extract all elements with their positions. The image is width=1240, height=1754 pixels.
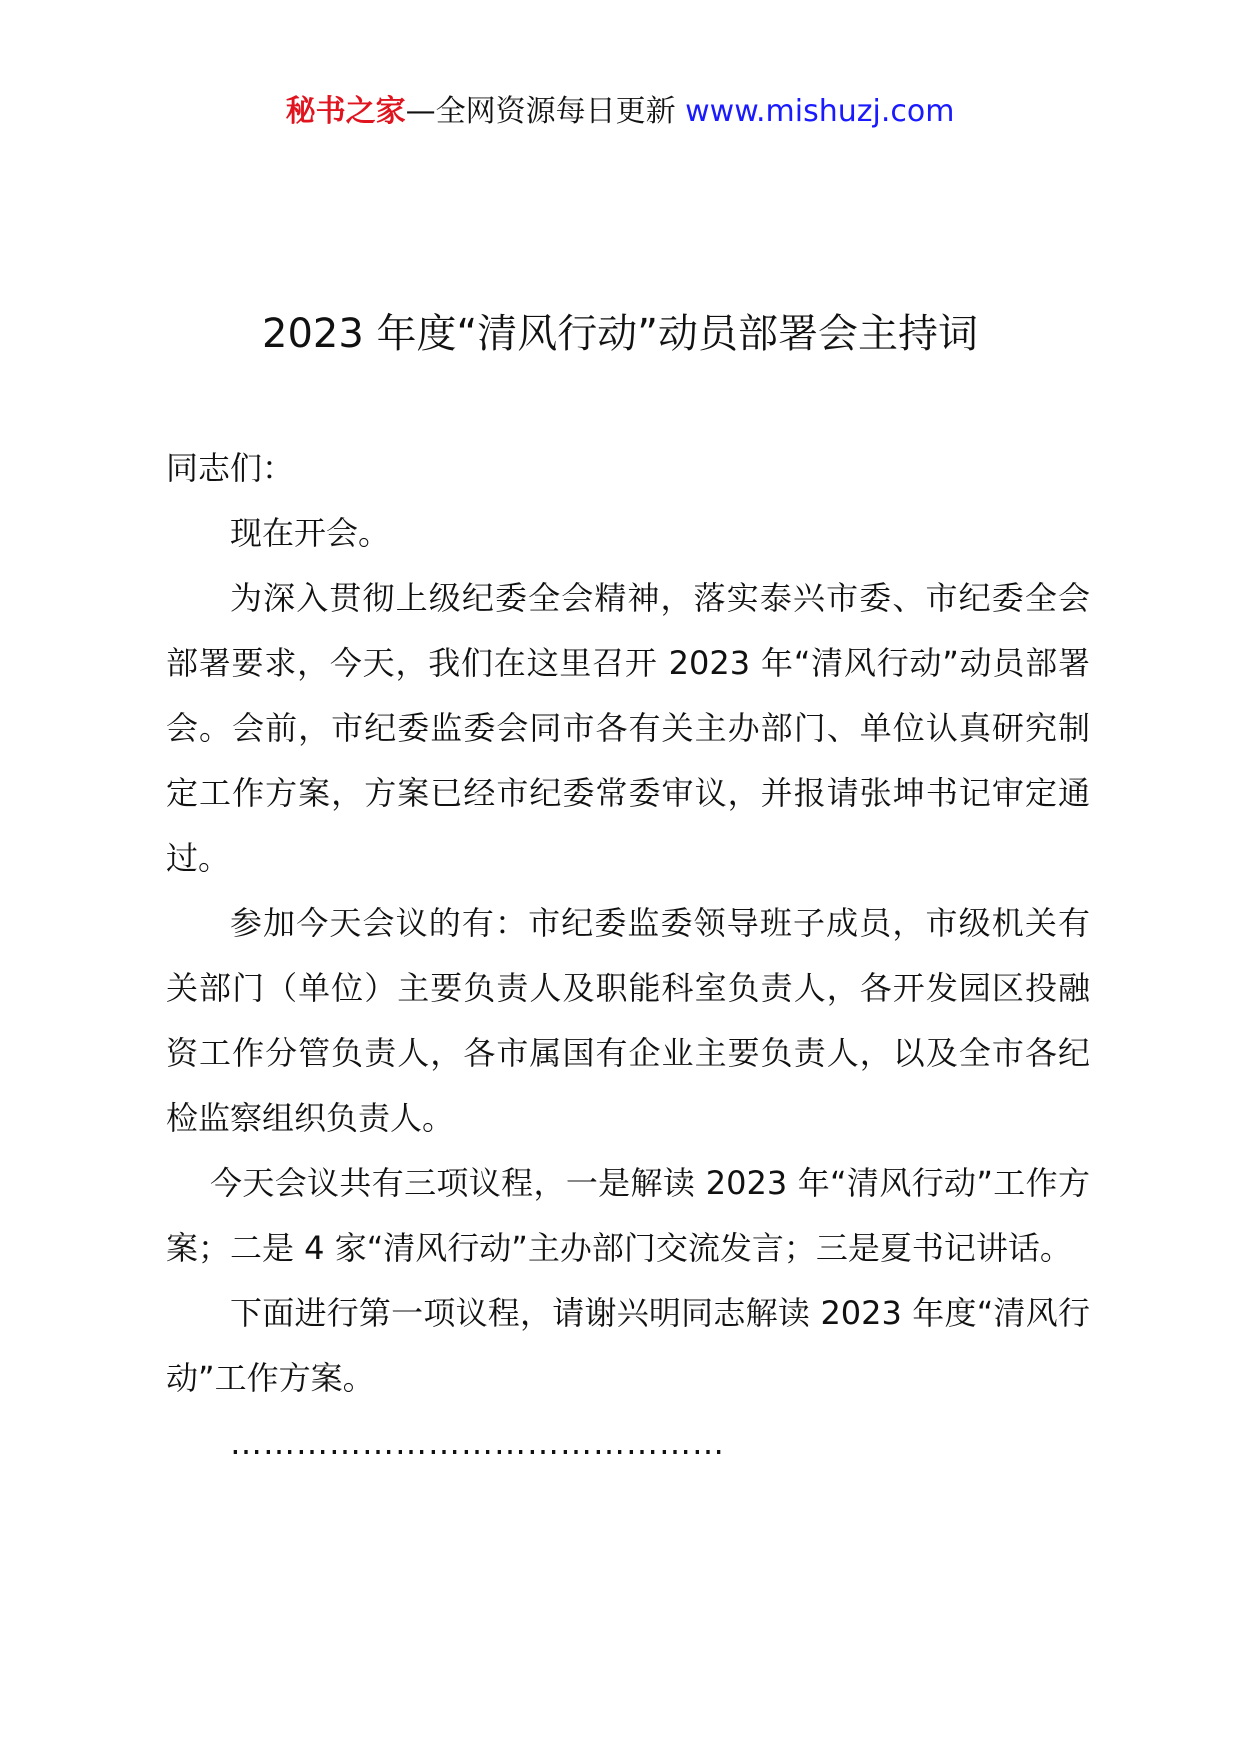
paragraph-opening: 现在开会。 bbox=[230, 514, 391, 552]
site-tagline: —全网资源每日更新 bbox=[405, 94, 686, 129]
site-header bbox=[0, 92, 1240, 132]
paragraph-first-item: 下面进行第一项议程，请谢兴明同志解读 2023 年度“清风行动”工作方案。 bbox=[166, 1294, 1090, 1397]
salutation: 同志们： bbox=[166, 449, 295, 487]
site-url-link[interactable]: www.mishuzj.com bbox=[685, 94, 955, 129]
document-title: 2023 年度“清风行动”动员部署会主持词 bbox=[262, 311, 978, 357]
site-brand: 秘书之家 bbox=[285, 94, 406, 129]
paragraph-agenda: 今天会议共有三项议程，一是解读 2023 年“清风行动”工作方案；二是 4 家“清风行动”主办部门交流发言；三是夏书记讲话。 bbox=[166, 1164, 1090, 1267]
document-body bbox=[166, 436, 1090, 1476]
ellipsis-line: ……………………………………… bbox=[230, 1424, 725, 1462]
paragraph-attendees: 参加今天会议的有：市纪委监委领导班子成员，市级机关有关部门（单位）主要负责人及职能科室负责人，各开发园区投融资工作分管负责人，各市属国有企业主要负责人，以及全市各纪检监察组织负责人。 bbox=[166, 904, 1090, 1137]
paragraph-purpose: 为深入贯彻上级纪委全会精神，落实泰兴市委、市纪委全会部署要求，今天，我们在这里召开 2023 年“清风行动”动员部署会。会前，市纪委监委会同市各有关主办部门、单位认真研究制定工作方案，方案已经市纪委常委审议，并报请张坤书记审定通过。 bbox=[166, 579, 1090, 877]
